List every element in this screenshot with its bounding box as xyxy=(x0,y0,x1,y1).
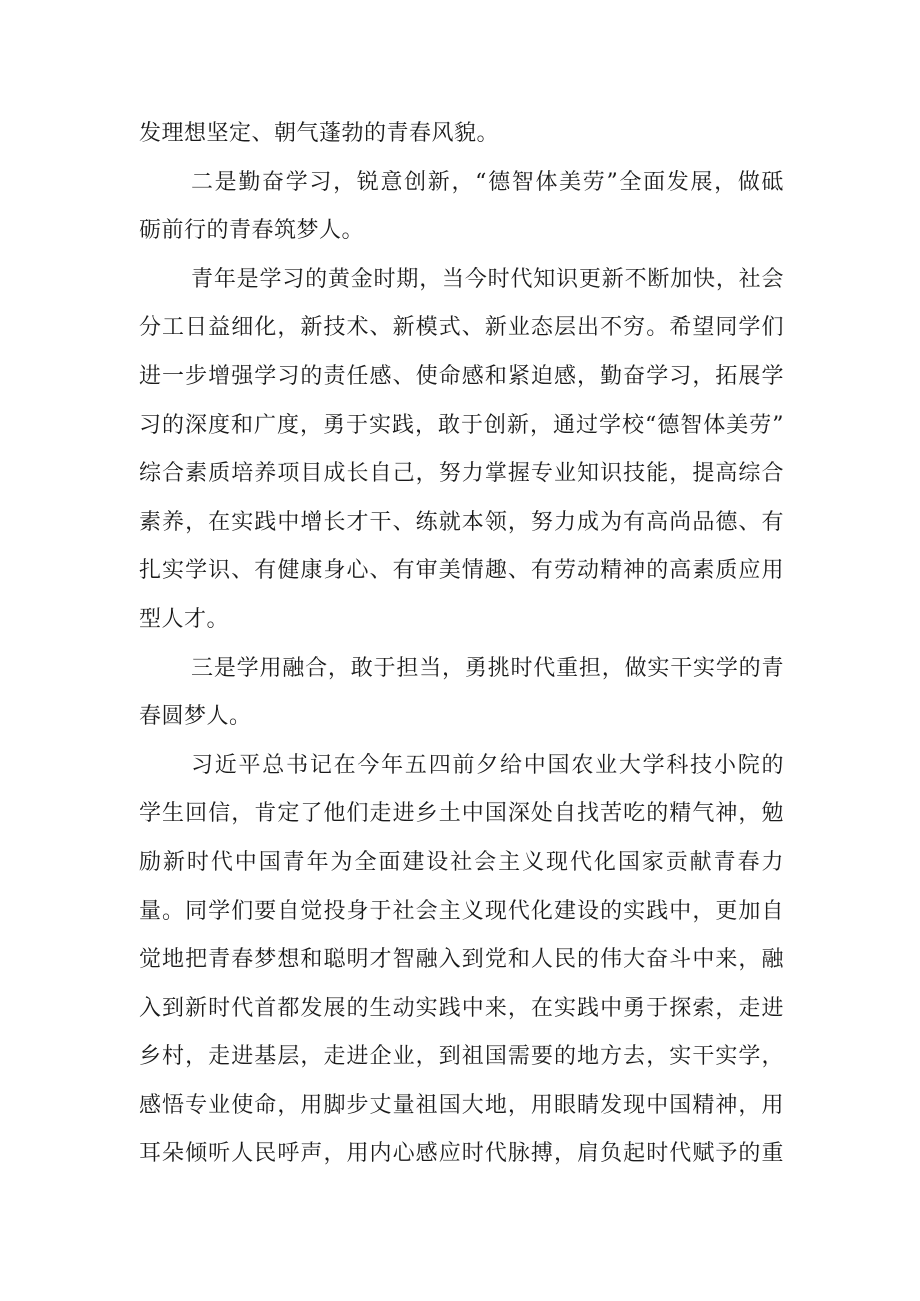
text-line: 习近平总书记在今年五四前夕给中国农业大学科技小院的 xyxy=(191,752,784,778)
text-line: 习的深度和广度，勇于实践，敢于创新，通过学校“德智体美劳” xyxy=(139,412,784,438)
text-line: 春圆梦人。 xyxy=(139,704,252,730)
text-line: 入到新时代首都发展的生动实践中来，在实践中勇于探索，走进 xyxy=(139,995,784,1021)
text-line: 乡村，走进基层，走进企业，到祖国需要的地方去，实干实学， xyxy=(139,1044,784,1070)
text-line: 综合素质培养项目成长自己，努力掌握专业知识技能，提高综合 xyxy=(139,461,784,487)
text-line: 进一步增强学习的责任感、使命感和紧迫感，勤奋学习，拓展学 xyxy=(139,363,784,389)
text-line: 发理想坚定、朝气蓬勃的青春风貌。 xyxy=(139,121,500,146)
text-line: 觉地把青春梦想和聪明才智融入到党和人民的伟大奋斗中来，融 xyxy=(139,947,784,973)
text-line: 感悟专业使命，用脚步丈量祖国大地，用眼睛发现中国精神，用 xyxy=(139,1092,784,1118)
text-line: 三是学用融合，敢于担当，勇挑时代重担，做实干实学的青 xyxy=(191,655,784,681)
text-line: 青年是学习的黄金时期，当今时代知识更新不断加快，社会 xyxy=(191,266,784,292)
text-line: 素养，在实践中增长才干、练就本领，努力成为有高尚品德、有 xyxy=(139,509,784,535)
document-body xyxy=(139,110,784,1179)
text-line: 型人才。 xyxy=(139,606,230,632)
text-line: 耳朵倾听人民呼声，用内心感应时代脉搏，肩负起时代赋予的重 xyxy=(139,1141,784,1167)
text-line: 学生回信，肯定了他们走进乡土中国深处自找苦吃的精气神，勉 xyxy=(139,801,784,827)
text-line: 分工日益细化，新技术、新模式、新业态层出不穷。希望同学们 xyxy=(139,315,784,341)
text-line: 砺前行的青春筑梦人。 xyxy=(139,218,365,244)
text-line: 二是勤奋学习，锐意创新，“德智体美劳”全面发展，做砥 xyxy=(191,169,784,195)
text-line: 励新时代中国青年为全面建设社会主义现代化国家贡献青春力 xyxy=(139,849,784,875)
text-line: 扎实学识、有健康身心、有审美情趣、有劳动精神的高素质应用 xyxy=(139,558,784,584)
text-line: 量。同学们要自觉投身于社会主义现代化建设的实践中，更加自 xyxy=(139,898,784,924)
